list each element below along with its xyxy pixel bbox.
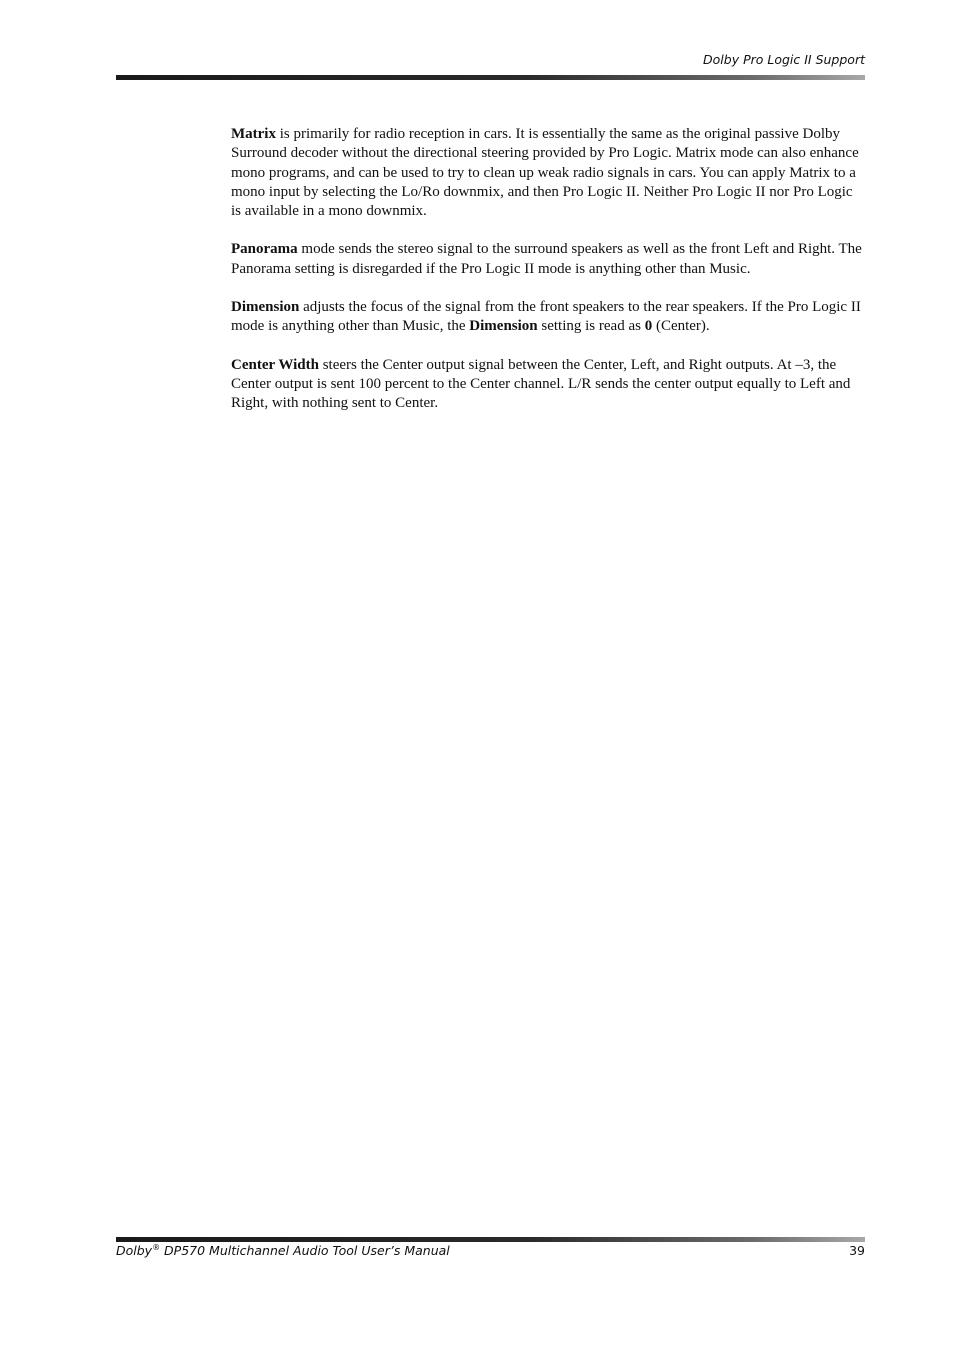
- paragraph-panorama: [231, 240, 865, 279]
- footer-brand: Dolby: [116, 1243, 153, 1258]
- paragraph-text: mode sends the stereo signal to the surround speakers as well as the front Left and Right. The Panorama setting is disregarded if the Pro Logic II mode is anything other than Music.: [231, 241, 862, 277]
- term-center-width: Center Width: [231, 356, 319, 373]
- page-footer: [116, 1243, 865, 1258]
- paragraph-text: setting is read as: [537, 318, 645, 335]
- footer-manual-title: [116, 1243, 450, 1258]
- term-dimension-inline: Dimension: [469, 318, 538, 335]
- registered-mark: ®: [152, 1243, 161, 1252]
- footer-title-text: DP570 Multichannel Audio Tool User’s Manual: [160, 1243, 450, 1258]
- term-panorama: Panorama: [231, 241, 298, 258]
- paragraph-text: steers the Center output signal between the Center, Left, and Right outputs. At –3, the Center output is sent 100 percent to the Center channel. L/R sends the center output equally to Left and Right, with nothing sent to Center.: [231, 356, 851, 412]
- paragraph-text: is primarily for radio reception in cars. It is essentially the same as the original passive Dolby Surround decoder without the directional steering provided by Pro Logic. Matrix mode can also enhance mono programs, and can be used to try to clean up weak radio signals in cars. You can apply Matrix to a mono input by selecting the Lo/Ro downmix, and then Pro Logic II. Neither Pro Logic II nor Pro Logic is available in a mono downmix.: [231, 126, 859, 220]
- paragraph-text: (Center).: [652, 318, 710, 335]
- footer-rule: [116, 1237, 865, 1242]
- header-rule: [116, 75, 865, 80]
- page-number: 39: [849, 1243, 865, 1258]
- running-header-title: Dolby Pro Logic II Support: [703, 52, 865, 67]
- document-body: [231, 125, 865, 433]
- term-matrix: Matrix: [231, 126, 276, 142]
- paragraph-center-width: [231, 356, 865, 414]
- term-dimension: Dimension: [231, 299, 300, 316]
- paragraph-text: adjusts the focus of the signal from the front speakers to the rear speakers. If the Pro Logic II mode is anything other than Music, the: [231, 299, 861, 335]
- paragraph-matrix: [231, 125, 865, 221]
- paragraph-dimension: [231, 298, 865, 337]
- dimension-default-value: 0: [644, 318, 653, 335]
